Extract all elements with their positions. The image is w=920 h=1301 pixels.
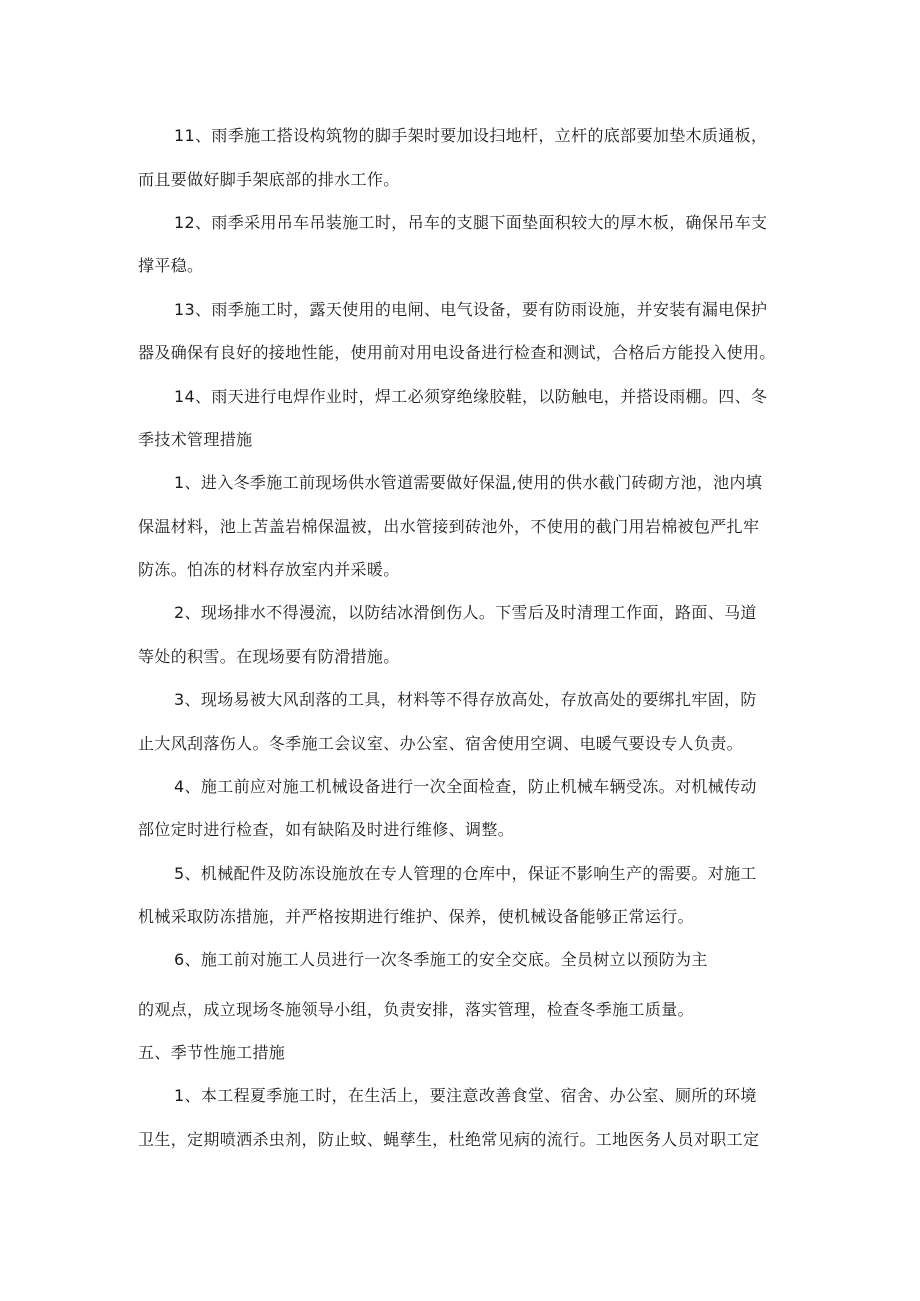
winter-paragraph-2-line-2: 等处的积雪。在现场要有防滑措施。 bbox=[138, 647, 400, 666]
paragraph-14-line-1: 14、雨天进行电焊作业时，焊工必须穿绝缘胶鞋，以防触电，并搭设雨棚。四、冬 bbox=[174, 387, 768, 406]
winter-paragraph-6-line-2: 的观点，成立现场冬施领导小组，负责安排，落实管理，检查冬季施工质量。 bbox=[138, 1000, 694, 1019]
winter-paragraph-5-line-1: 5、机械配件及防冻设施放在专人管理的仓库中，保证不影响生产的需要。对施工 bbox=[174, 864, 757, 883]
summer-paragraph-1-line-2: 卫生，定期喷洒杀虫剂，防止蚊、蝇孳生，杜绝常见病的流行。工地医务人员对职工定 bbox=[138, 1130, 760, 1149]
winter-paragraph-3-line-1: 3、现场易被大风刮落的工具，材料等不得存放高处，存放高处的要绑扎牢固，防 bbox=[174, 690, 757, 709]
paragraph-11-line-2: 而且要做好脚手架底部的排水工作。 bbox=[138, 170, 400, 189]
winter-paragraph-1-line-1: 1、进入冬季施工前现场供水管道需要做好保温,使用的供水截门砖砌方池，池内填 bbox=[174, 473, 763, 492]
winter-paragraph-5-line-2: 机械采取防冻措施，并严格按期进行维护、保养，使机械设备能够正常运行。 bbox=[138, 907, 694, 926]
paragraph-12-line-2: 撑平稳。 bbox=[138, 256, 204, 275]
winter-paragraph-1-line-2: 保温材料，池上苫盖岩棉保温被，出水管接到砖池外，不使用的截门用岩棉被包严扎牢 bbox=[138, 517, 760, 536]
section-heading: 五、季节性施工措施 bbox=[138, 1043, 286, 1062]
paragraph-12-line-1: 12、雨季采用吊车吊装施工时，吊车的支腿下面垫面积较大的厚木板，确保吊车支 bbox=[174, 213, 768, 232]
paragraph-11-line-1: 11、雨季施工搭设构筑物的脚手架时要加设扫地杆，立杆的底部要加垫木质通板， bbox=[174, 126, 768, 145]
winter-paragraph-4-line-2: 部位定时进行检查，如有缺陷及时进行维修、调整。 bbox=[138, 820, 515, 839]
winter-paragraph-4-line-1: 4、施工前应对施工机械设备进行一次全面检查，防止机械车辆受冻。对机械传动 bbox=[174, 777, 757, 796]
summer-paragraph-1-line-1: 1、本工程夏季施工时，在生活上，要注意改善食堂、宿舍、办公室、厕所的环境 bbox=[174, 1086, 757, 1105]
winter-paragraph-1-line-3: 防冻。怕冻的材料存放室内并采暖。 bbox=[138, 560, 400, 579]
winter-paragraph-6-line-1: 6、施工前对施工人员进行一次冬季施工的安全交底。全员树立以预防为主 bbox=[174, 950, 708, 969]
paragraph-13-line-2: 器及确保有良好的接地性能，使用前对用电设备进行检查和测试，合格后方能投入使用。 bbox=[138, 343, 776, 362]
paragraph-14-line-2: 季技术管理措施 bbox=[138, 430, 253, 449]
winter-paragraph-2-line-1: 2、现场排水不得漫流，以防结冰滑倒伤人。下雪后及时清理工作面，路面、马道 bbox=[174, 603, 757, 622]
winter-paragraph-3-line-2: 止大风刮落伤人。冬季施工会议室、办公室、宿舍使用空调、电暖气要设专人负责。 bbox=[138, 734, 743, 753]
paragraph-13-line-1: 13、雨季施工时，露天使用的电闸、电气设备，要有防雨设施，并安装有漏电保护 bbox=[174, 300, 768, 319]
